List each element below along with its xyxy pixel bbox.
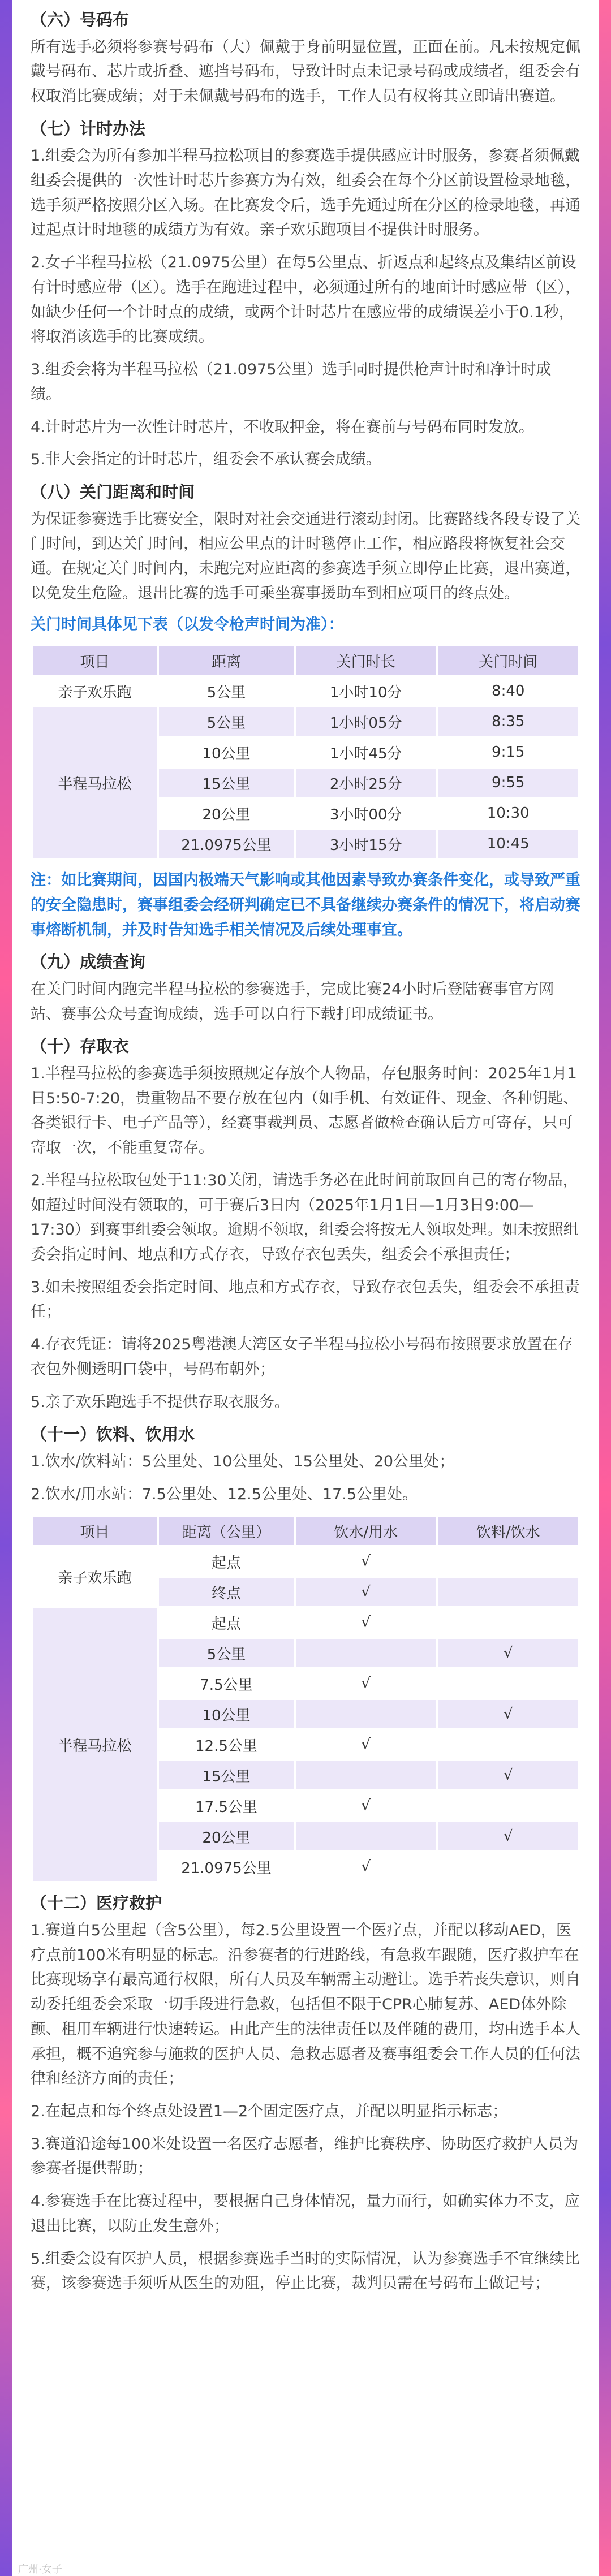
table-cell: 5公里 xyxy=(159,1639,294,1667)
header-cell: 距离 xyxy=(159,646,294,675)
water-check-cell: √ xyxy=(296,1578,436,1606)
list-item: 1.组委会为所有参加半程马拉松项目的参赛选手提供感应计时服务，参赛者须佩戴组委会提供的一次性计时芯片参赛方为有效，组委会在每个分区前设置检录地毯，选手须严格按照分区入场。在比赛发令后，选手先通过所在分区的检录地毯，再通过起点计时地毯的成绩方为有效。亲子欢乐跑项目不提供计时服务。 xyxy=(31,147,580,239)
table-row xyxy=(33,707,578,736)
table-cell: 起点 xyxy=(159,1608,294,1637)
section-title: （八）关门距离和时间 xyxy=(31,482,195,502)
watermark-text: 广州·女子 xyxy=(18,2564,62,2575)
table-cell: 亲子欢乐跑 xyxy=(33,1547,157,1606)
section-title: （九）成绩查询 xyxy=(31,952,146,972)
list-item: 5.组委会设有医护人员，根据参赛选手当时的实际情况，认为参赛选手不宜继续比赛，该参赛选手须听从医生的劝阻，停止比赛，裁判员需在号码布上做记号； xyxy=(31,2250,580,2293)
section-timing xyxy=(31,117,580,472)
table-cell: 15公里 xyxy=(159,769,294,797)
cutoff-table xyxy=(31,644,580,860)
table-cell: 10公里 xyxy=(159,738,294,766)
circuit-breaker-notice: 注：如比赛期间，因国内极端天气影响或其他因素导致办赛条件变化，或导致严重的安全隐患时，赛事组委会经研判确定已不具备继续办赛条件的情况下，将启动赛事熔断机制，并及时告知选手相关情况及后续处理事宜。 xyxy=(31,871,580,939)
table-cell: 8:35 xyxy=(438,707,578,736)
water-check-cell: √ xyxy=(296,1547,436,1576)
water-check-cell xyxy=(296,1761,436,1789)
header-cell: 距离（公里） xyxy=(159,1517,294,1545)
table-cell: 21.0975公里 xyxy=(159,1853,294,1881)
table-cell: 7.5公里 xyxy=(159,1669,294,1698)
section-bag-storage xyxy=(31,1034,580,1414)
water-check-cell: √ xyxy=(296,1608,436,1637)
table-cell: 半程马拉松 xyxy=(33,707,157,858)
section-results xyxy=(31,950,580,1026)
document-body xyxy=(12,0,599,2576)
table-row xyxy=(33,677,578,705)
table-cell: 1小时45分 xyxy=(296,738,436,766)
section-water xyxy=(31,1422,580,1883)
table-cell: 亲子欢乐跑 xyxy=(33,677,157,705)
list-item: 4.存衣凭证：请将2025粤港澳大湾区女子半程马拉松小号码布按照要求放置在存衣包外侧透明口袋中，号码布朝外； xyxy=(31,1336,573,1378)
list-item: 1.半程马拉松的参赛选手须按照规定存放个人物品，存包服务时间：2025年1月1日5:50-7:20，贵重物品不要存放在包内（如手机、有效证件、现金、各种钥匙、各类银行卡、电子产品等），经赛事裁判员、志愿者做检查确认后方可寄存，只可寄取一次，不能重复寄存。 xyxy=(31,1064,579,1157)
list-item: 3.组委会将为半程马拉松（21.0975公里）选手同时提供枪声计时和净计时成绩。 xyxy=(31,361,552,403)
header-cell: 项目 xyxy=(33,1517,157,1545)
drink-check-cell xyxy=(438,1547,578,1576)
table-cell: 20公里 xyxy=(159,1822,294,1850)
table-cell: 2小时25分 xyxy=(296,769,436,797)
list-item: 4.计时芯片为一次性计时芯片，不收取押金，将在赛前与号码布同时发放。 xyxy=(31,418,534,436)
table-cell: 3小时15分 xyxy=(296,830,436,858)
table-cell: 1小时05分 xyxy=(296,707,436,736)
table-cell: 21.0975公里 xyxy=(159,830,294,858)
table-cell: 20公里 xyxy=(159,799,294,827)
paragraph: 在关门时间内跑完半程马拉松的参赛选手，完成比赛24小时后登陆赛事官方网站、赛事公众号查询成绩，选手可以自行下载打印成绩证书。 xyxy=(31,980,554,1023)
table-cell: 1小时10分 xyxy=(296,677,436,705)
table-cell: 10:45 xyxy=(438,830,578,858)
list-item: 3.如未按照组委会指定时间、地点和方式存衣，导致存衣包丢失，组委会不承担责任； xyxy=(31,1278,580,1321)
table-cell: 10:30 xyxy=(438,799,578,827)
table-header-row xyxy=(33,1517,578,1545)
drink-check-cell xyxy=(438,1608,578,1637)
section-medical xyxy=(31,1891,580,2296)
header-cell: 饮料/饮水 xyxy=(438,1517,578,1545)
list-item: 2.饮水/用水站：7.5公里处、12.5公里处、17.5公里处。 xyxy=(31,1485,418,1503)
list-item: 2.在起点和每个终点处设置1—2个固定医疗点，并配以明显指示标志； xyxy=(31,2103,508,2121)
drink-check-cell: √ xyxy=(438,1761,578,1789)
list-item: 5.非大会指定的计时芯片，组委会不承认赛会成绩。 xyxy=(31,451,381,469)
section-cutoff xyxy=(31,480,580,942)
water-check-cell: √ xyxy=(296,1792,436,1820)
table-cell: 17.5公里 xyxy=(159,1792,294,1820)
water-check-cell: √ xyxy=(296,1669,436,1698)
table-cell: 终点 xyxy=(159,1578,294,1606)
paragraph: 所有选手必须将参赛号码布（大）佩戴于身前明显位置，正面在前。凡未按规定佩戴号码布、芯片或折叠、遮挡号码布，导致计时点未记录号码或成绩者，组委会有权取消比赛成绩；对于未佩戴号码布的选手，工作人员有权将其立即请出赛道。 xyxy=(31,38,580,105)
header-cell: 饮水/用水 xyxy=(296,1517,436,1545)
paragraph: 为保证参赛选手比赛安全，限时对社会交通进行滚动封闭。比赛路线各段专设了关门时间，到达关门时间，相应公里点的计时毯停止工作，相应路段将恢复社会交通。在规定关门时间内，未跑完对应距离的参赛选手须立即停止比赛，退出赛道，以免发生危险。退出比赛的选手可乘坐赛事援助车到相应项目的终点处。 xyxy=(31,510,580,602)
water-check-cell xyxy=(296,1700,436,1728)
table-row xyxy=(33,1608,578,1637)
drink-check-cell xyxy=(438,1853,578,1881)
water-check-cell: √ xyxy=(296,1853,436,1881)
water-table-body xyxy=(33,1547,578,1881)
drink-check-cell xyxy=(438,1669,578,1698)
drink-check-cell: √ xyxy=(438,1700,578,1728)
water-check-cell xyxy=(296,1822,436,1850)
list-item: 4.参赛选手在比赛过程中，要根据自己身体情况，量力而行，如确实体力不支，应退出比赛，以防止发生意外； xyxy=(31,2193,580,2235)
drink-check-cell: √ xyxy=(438,1822,578,1850)
table-cell: 12.5公里 xyxy=(159,1731,294,1759)
table-header-row xyxy=(33,646,578,675)
drink-check-cell xyxy=(438,1578,578,1606)
section-title: （十二）医疗救护 xyxy=(31,1893,162,1913)
table-caption: 关门时间具体见下表（以发令枪声时间为准）： xyxy=(31,616,344,634)
section-bib xyxy=(31,8,580,109)
drink-check-cell xyxy=(438,1731,578,1759)
list-item: 1.饮水/饮料站：5公里处、10公里处、15公里处、20公里处； xyxy=(31,1452,455,1470)
water-check-cell xyxy=(296,1639,436,1667)
list-item: 3.赛道沿途每100米处设置一名医疗志愿者，维护比赛秩序、协助医疗救护人员为参赛者提供帮助； xyxy=(31,2135,579,2178)
table-cell: 半程马拉松 xyxy=(33,1608,157,1881)
table-cell: 15公里 xyxy=(159,1761,294,1789)
table-cell: 10公里 xyxy=(159,1700,294,1728)
table-cell: 9:15 xyxy=(438,738,578,766)
table-cell: 9:55 xyxy=(438,769,578,797)
list-item: 2.女子半程马拉松（21.0975公里）在每5公里点、折返点和起终点及集结区前设有计时感应带（区）。选手在跑进过程中，必须通过所有的地面计时感应带（区），如缺少任何一个计时点的成绩，或两个计时芯片在感应带的成绩误差小于0.1秒，将取消该选手的比赛成绩。 xyxy=(31,254,580,346)
table-row xyxy=(33,1547,578,1576)
water-station-table xyxy=(31,1514,580,1883)
section-title: （十）存取衣 xyxy=(31,1037,130,1056)
table-cell: 3小时00分 xyxy=(296,799,436,827)
list-item: 1.赛道自5公里起（含5公里），每2.5公里设置一个医疗点，并配以移动AED，医疗点前100米有明显的标志。沿参赛者的行进路线，有急救车跟随，医疗救护车在比赛现场享有最高通行权限，所有人员及车辆需主动避让。选手若丧失意识，则自动委托组委会采取一切手段进行急救，包括但不限于CPR心肺复苏、AED体外除颤、租用车辆进行快速转运。由此产生的法律责任以及伴随的费用，均由选手本人承担，概不追究参与施救的医护人员、急救志愿者及赛事组委会工作人员的任何法律和经济方面的责任； xyxy=(31,1921,580,2088)
table-cell: 5公里 xyxy=(159,677,294,705)
header-cell: 关门时长 xyxy=(296,646,436,675)
drink-check-cell: √ xyxy=(438,1639,578,1667)
table-cell: 8:40 xyxy=(438,677,578,705)
header-cell: 关门时间 xyxy=(438,646,578,675)
left-decor-strip xyxy=(0,0,12,2576)
header-cell: 项目 xyxy=(33,646,157,675)
section-title: （七）计时办法 xyxy=(31,119,146,139)
table-cell: 起点 xyxy=(159,1547,294,1576)
table-cell: 5公里 xyxy=(159,707,294,736)
section-title: （六）号码布 xyxy=(31,10,130,29)
list-item: 5.亲子欢乐跑选手不提供存取衣服务。 xyxy=(31,1393,290,1411)
section-title: （十一）饮料、饮用水 xyxy=(31,1425,195,1444)
drink-check-cell xyxy=(438,1792,578,1820)
list-item: 2.半程马拉松取包处于11:30关闭，请选手务必在此时间前取回自己的寄存物品，如超过时间没有领取的，可于赛后3日内（2025年1月1日—1月3日9:00—17:30）到赛事组委会领取。逾期不领取，组委会将按无人领取处理。如未按照组委会指定时间、地点和方式存衣，导致存衣包丢失，组委会不承担责任； xyxy=(31,1171,579,1263)
right-decor-strip xyxy=(599,0,611,2576)
water-check-cell: √ xyxy=(296,1731,436,1759)
